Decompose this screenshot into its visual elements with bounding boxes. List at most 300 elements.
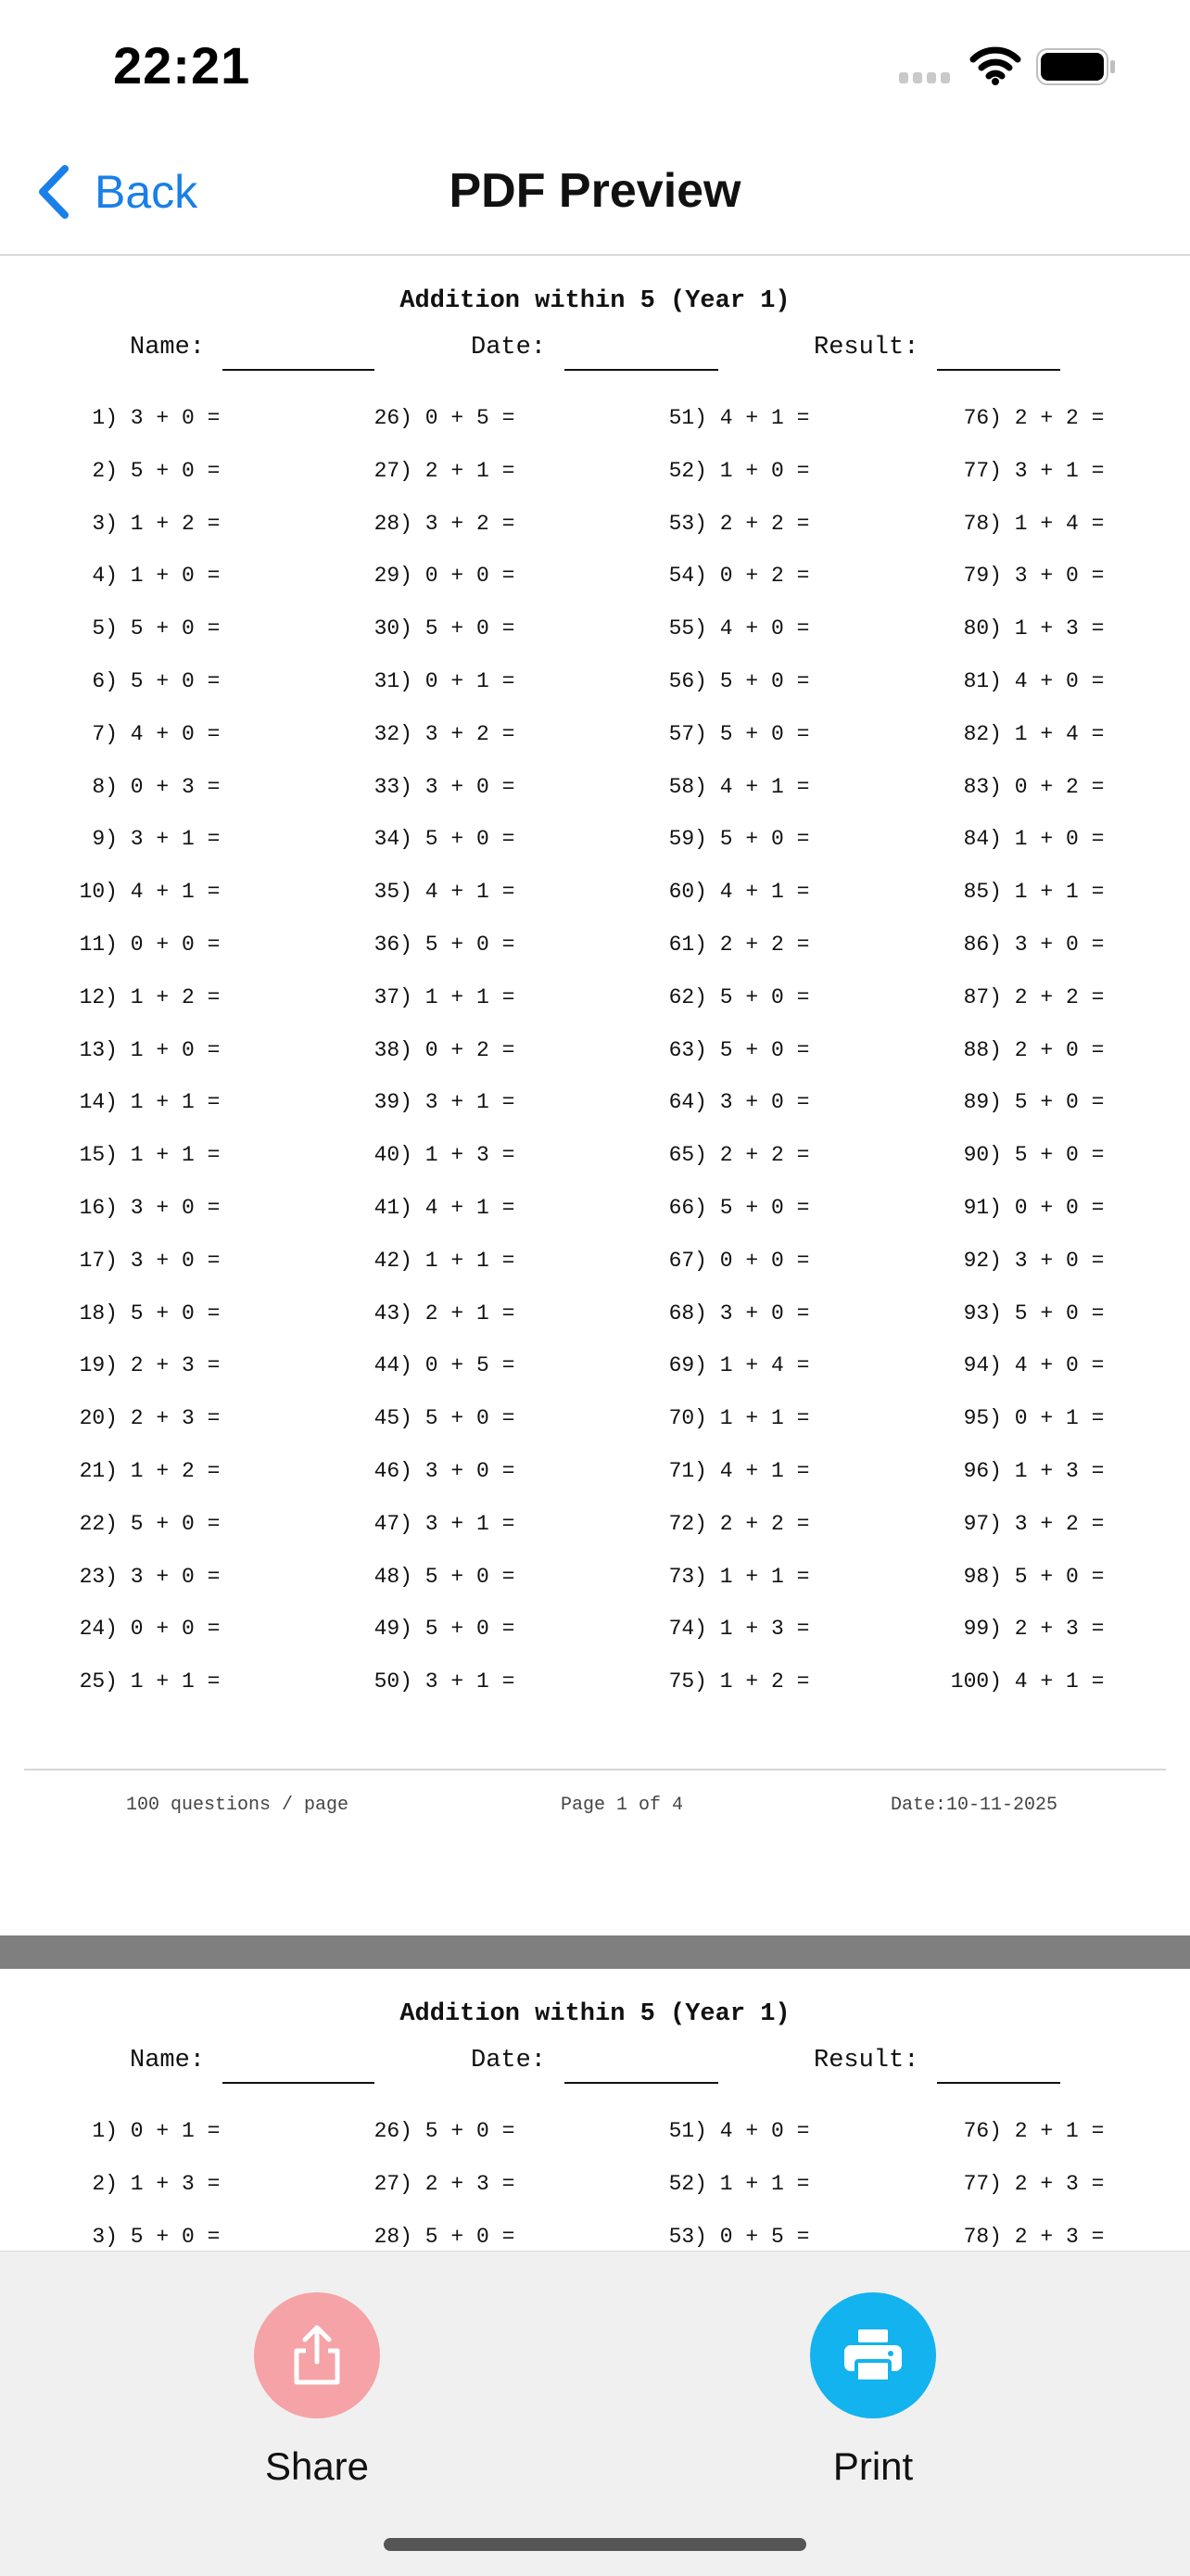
- question-expression: 1 + 3 =: [412, 1143, 515, 1168]
- question-item: [643, 827, 809, 851]
- share-button[interactable]: [224, 2292, 410, 2489]
- question-number: 10): [79, 880, 118, 905]
- printer-icon: [842, 2328, 904, 2383]
- question-number: 71): [668, 1459, 707, 1483]
- question-item: [643, 1196, 809, 1220]
- question-expression: 3 + 2 =: [412, 511, 515, 536]
- question-number: 24): [79, 1617, 118, 1642]
- page-title: PDF Preview: [449, 164, 741, 218]
- question-number: 28): [373, 2224, 412, 2249]
- question-item: [54, 722, 220, 746]
- question-number: 31): [373, 669, 412, 693]
- question-number: 1): [92, 406, 118, 430]
- question-item: [938, 1090, 1104, 1114]
- question-number: 36): [373, 933, 412, 957]
- question-number: 89): [963, 1090, 1002, 1115]
- question-item: [938, 1406, 1104, 1430]
- question-expression: 2 + 2 =: [1002, 984, 1105, 1009]
- question-item: [54, 1090, 220, 1114]
- bottom-toolbar: [0, 2251, 1190, 2576]
- question-expression: 5 + 0 =: [412, 1564, 515, 1589]
- home-indicator: [384, 2538, 806, 2551]
- question-number: 14): [79, 1090, 118, 1115]
- question-number: 23): [79, 1564, 118, 1589]
- question-number: 64): [668, 1090, 707, 1115]
- question-item: [348, 722, 514, 746]
- question-item: [643, 1353, 809, 1377]
- question-expression: 1 + 2 =: [118, 511, 221, 536]
- question-number: 78): [963, 511, 1002, 536]
- question-number: 44): [373, 1353, 412, 1378]
- question-expression: 4 + 1 =: [707, 774, 810, 799]
- question-number: 47): [373, 1511, 412, 1536]
- question-number: 40): [373, 1143, 412, 1168]
- question-expression: 4 + 1 =: [707, 406, 810, 430]
- question-number: 83): [963, 774, 1002, 799]
- question-item: [348, 1196, 514, 1220]
- question-item: [54, 775, 220, 799]
- question-expression: 0 + 0 =: [412, 564, 515, 589]
- question-number: 58): [668, 774, 707, 799]
- question-expression: 2 + 1 =: [1002, 2119, 1105, 2143]
- question-expression: 0 + 2 =: [1002, 774, 1105, 799]
- question-expression: 5 + 0 =: [118, 669, 221, 693]
- question-item: [938, 1353, 1104, 1377]
- question-expression: 5 + 0 =: [1002, 1090, 1105, 1115]
- question-number: 4): [92, 564, 118, 589]
- question-expression: 1 + 1 =: [118, 1669, 221, 1694]
- question-expression: 5 + 0 =: [1002, 1301, 1105, 1326]
- question-number: 79): [963, 564, 1002, 589]
- question-expression: 0 + 5 =: [707, 2224, 810, 2249]
- navigation-bar: [0, 130, 1190, 256]
- question-number: 87): [963, 984, 1002, 1009]
- question-item: [938, 880, 1104, 904]
- question-expression: 2 + 2 =: [707, 933, 810, 957]
- question-item: [348, 2225, 514, 2249]
- question-number: 76): [963, 2119, 1002, 2143]
- name-blank: [222, 2082, 374, 2084]
- question-expression: 5 + 0 =: [707, 1196, 810, 1220]
- question-number: 78): [963, 2224, 1002, 2249]
- question-expression: 1 + 3 =: [1002, 1459, 1105, 1483]
- question-item: [348, 669, 514, 693]
- question-item: [54, 1143, 220, 1167]
- question-item: [643, 669, 809, 693]
- question-item: [643, 985, 809, 1009]
- question-expression: 0 + 5 =: [412, 1353, 515, 1378]
- question-item: [348, 1669, 514, 1694]
- question-number: 7): [92, 721, 118, 746]
- question-item: [643, 880, 809, 904]
- question-item: [938, 827, 1104, 851]
- question-number: 69): [668, 1353, 707, 1378]
- question-number: 1): [92, 2119, 118, 2143]
- question-item: [54, 2172, 220, 2196]
- question-item: [938, 1459, 1104, 1483]
- question-expression: 5 + 0 =: [707, 669, 810, 693]
- question-expression: 2 + 2 =: [707, 1511, 810, 1536]
- question-expression: 1 + 4 =: [1002, 721, 1105, 746]
- question-item: [643, 722, 809, 746]
- question-item: [643, 1617, 809, 1641]
- question-number: 8): [92, 774, 118, 799]
- question-expression: 4 + 1 =: [412, 880, 515, 905]
- question-expression: 3 + 0 =: [118, 406, 221, 430]
- question-expression: 1 + 1 =: [118, 1143, 221, 1168]
- question-item: [54, 616, 220, 641]
- question-number: 57): [668, 721, 707, 746]
- question-expression: 1 + 1 =: [707, 2171, 810, 2196]
- question-number: 81): [963, 669, 1002, 693]
- worksheet-info-row: [0, 334, 1190, 371]
- question-item: [938, 512, 1104, 536]
- question-number: 84): [963, 827, 1002, 852]
- question-number: 56): [668, 669, 707, 693]
- question-expression: 1 + 3 =: [707, 1617, 810, 1642]
- question-item: [348, 1459, 514, 1483]
- name-label: Name:: [130, 334, 206, 362]
- question-expression: 3 + 0 =: [118, 1248, 221, 1273]
- question-item: [938, 406, 1104, 430]
- question-item: [348, 616, 514, 641]
- question-expression: 5 + 0 =: [118, 2224, 221, 2249]
- worksheet-info-row: [0, 2047, 1190, 2084]
- question-expression: 0 + 1 =: [118, 2119, 221, 2143]
- question-expression: 5 + 0 =: [412, 2224, 515, 2249]
- result-blank: [937, 369, 1060, 371]
- result-label: Result:: [814, 2047, 919, 2075]
- question-expression: 1 + 4 =: [1002, 511, 1105, 536]
- question-expression: 0 + 1 =: [412, 669, 515, 693]
- question-number: 33): [373, 774, 412, 799]
- question-number: 67): [668, 1248, 707, 1273]
- question-item: [54, 564, 220, 588]
- question-item: [54, 1301, 220, 1326]
- question-item: [938, 616, 1104, 641]
- question-item: [54, 1617, 220, 1641]
- question-number: 82): [963, 721, 1002, 746]
- page-separator: [0, 1935, 1190, 1969]
- question-number: 19): [79, 1353, 118, 1378]
- question-number: 77): [963, 458, 1002, 483]
- question-expression: 1 + 1 =: [412, 1248, 515, 1273]
- question-number: 91): [963, 1196, 1002, 1220]
- pdf-page-1: [0, 256, 1190, 1935]
- question-number: 53): [668, 2224, 707, 2249]
- question-item: [643, 1512, 809, 1536]
- question-expression: 5 + 0 =: [707, 1037, 810, 1062]
- question-item: [643, 406, 809, 430]
- question-expression: 0 + 2 =: [707, 564, 810, 589]
- question-expression: 3 + 0 =: [1002, 1248, 1105, 1273]
- question-item: [643, 564, 809, 588]
- question-item: [938, 459, 1104, 483]
- question-number: 3): [92, 511, 118, 536]
- question-expression: 2 + 0 =: [1002, 1037, 1105, 1062]
- question-expression: 2 + 1 =: [412, 458, 515, 483]
- result-label: Result:: [814, 334, 919, 362]
- question-item: [54, 459, 220, 483]
- question-item: [54, 406, 220, 430]
- question-number: 66): [668, 1196, 707, 1220]
- date-label: Date:: [471, 2047, 547, 2075]
- question-expression: 3 + 2 =: [412, 721, 515, 746]
- date-blank: [564, 2082, 718, 2084]
- question-number: 45): [373, 1406, 412, 1431]
- question-number: 18): [79, 1301, 118, 1326]
- question-item: [54, 669, 220, 693]
- question-number: 88): [963, 1037, 1002, 1062]
- question-item: [938, 775, 1104, 799]
- question-expression: 4 + 1 =: [1002, 1669, 1105, 1694]
- question-expression: 0 + 0 =: [118, 1617, 221, 1642]
- question-number: 74): [668, 1617, 707, 1642]
- question-number: 51): [668, 406, 707, 430]
- question-expression: 5 + 0 =: [118, 458, 221, 483]
- question-item: [348, 1090, 514, 1114]
- question-expression: 3 + 0 =: [1002, 933, 1105, 957]
- question-expression: 2 + 1 =: [412, 1301, 515, 1326]
- question-expression: 2 + 2 =: [707, 1143, 810, 1168]
- worksheet-title: Addition within 5 (Year 1): [399, 2000, 791, 2028]
- question-number: 32): [373, 721, 412, 746]
- question-number: 68): [668, 1301, 707, 1326]
- question-expression: 4 + 0 =: [707, 616, 810, 641]
- share-button-circle[interactable]: [254, 2292, 380, 2418]
- question-item: [348, 459, 514, 483]
- question-number: 97): [963, 1511, 1002, 1536]
- question-expression: 0 + 5 =: [412, 406, 515, 430]
- question-number: 21): [79, 1459, 118, 1483]
- question-expression: 2 + 3 =: [412, 2171, 515, 2196]
- question-expression: 5 + 0 =: [412, 2119, 515, 2143]
- question-item: [643, 512, 809, 536]
- question-item: [643, 2119, 809, 2143]
- question-expression: 3 + 1 =: [1002, 458, 1105, 483]
- question-number: 52): [668, 2171, 707, 2196]
- footer-divider: [24, 1769, 1166, 1770]
- question-item: [938, 985, 1104, 1009]
- question-number: 73): [668, 1564, 707, 1589]
- question-number: 28): [373, 511, 412, 536]
- pdf-page-2: [0, 1969, 1190, 2251]
- question-expression: 1 + 0 =: [118, 1037, 221, 1062]
- question-number: 52): [668, 458, 707, 483]
- question-number: 95): [963, 1406, 1002, 1431]
- question-expression: 1 + 0 =: [1002, 827, 1105, 852]
- question-item: [643, 933, 809, 957]
- question-item: [348, 827, 514, 851]
- question-number: 63): [668, 1037, 707, 1062]
- question-item: [643, 2172, 809, 2196]
- question-expression: 4 + 0 =: [1002, 669, 1105, 693]
- question-expression: 4 + 1 =: [412, 1196, 515, 1220]
- question-expression: 1 + 2 =: [118, 984, 221, 1009]
- question-number: 60): [668, 880, 707, 905]
- question-number: 3): [92, 2224, 118, 2249]
- question-item: [348, 985, 514, 1009]
- question-number: 9): [92, 827, 118, 852]
- question-number: 35): [373, 880, 412, 905]
- question-number: 2): [92, 458, 118, 483]
- question-number: 96): [963, 1459, 1002, 1483]
- question-number: 76): [963, 406, 1002, 430]
- question-expression: 5 + 0 =: [412, 933, 515, 957]
- question-item: [938, 933, 1104, 957]
- question-expression: 5 + 0 =: [412, 616, 515, 641]
- question-item: [54, 2225, 220, 2249]
- result-blank: [937, 2082, 1060, 2084]
- question-expression: 5 + 0 =: [707, 984, 810, 1009]
- question-expression: 5 + 0 =: [707, 827, 810, 852]
- question-number: 62): [668, 984, 707, 1009]
- question-number: 93): [963, 1301, 1002, 1326]
- question-item: [348, 1512, 514, 1536]
- print-button-circle[interactable]: [810, 2292, 936, 2418]
- question-expression: 5 + 0 =: [412, 827, 515, 852]
- question-item: [938, 1617, 1104, 1641]
- question-expression: 1 + 3 =: [1002, 616, 1105, 641]
- question-number: 92): [963, 1248, 1002, 1273]
- question-number: 46): [373, 1459, 412, 1483]
- question-number: 54): [668, 564, 707, 589]
- question-item: [54, 512, 220, 536]
- question-number: 13): [79, 1037, 118, 1062]
- question-expression: 2 + 3 =: [1002, 1617, 1105, 1642]
- question-expression: 2 + 3 =: [118, 1406, 221, 1431]
- question-expression: 0 + 2 =: [412, 1037, 515, 1062]
- question-item: [938, 1038, 1104, 1062]
- question-item: [54, 1669, 220, 1694]
- question-item: [348, 1143, 514, 1167]
- question-expression: 4 + 0 =: [118, 721, 221, 746]
- question-number: 61): [668, 933, 707, 957]
- question-expression: 3 + 0 =: [707, 1090, 810, 1115]
- question-item: [348, 406, 514, 430]
- question-item: [938, 1565, 1104, 1589]
- question-item: [54, 2119, 220, 2143]
- question-item: [938, 669, 1104, 693]
- question-number: 86): [963, 933, 1002, 957]
- question-number: 50): [373, 1669, 412, 1694]
- question-item: [54, 1196, 220, 1220]
- question-item: [938, 1249, 1104, 1273]
- question-expression: 3 + 0 =: [412, 774, 515, 799]
- question-number: 85): [963, 880, 1002, 905]
- question-number: 49): [373, 1617, 412, 1642]
- status-time: 22:21: [113, 36, 251, 95]
- pdf-preview[interactable]: [0, 256, 1190, 2251]
- question-expression: 3 + 2 =: [1002, 1511, 1105, 1536]
- question-item: [938, 1669, 1104, 1694]
- question-expression: 0 + 0 =: [707, 1248, 810, 1273]
- question-expression: 1 + 2 =: [707, 1669, 810, 1694]
- print-button[interactable]: [780, 2292, 966, 2489]
- question-number: 43): [373, 1301, 412, 1326]
- question-expression: 5 + 0 =: [412, 1406, 515, 1431]
- question-expression: 2 + 2 =: [1002, 406, 1105, 430]
- question-item: [643, 2225, 809, 2249]
- question-expression: 3 + 1 =: [412, 1511, 515, 1536]
- question-item: [643, 775, 809, 799]
- question-number: 90): [963, 1143, 1002, 1168]
- question-item: [643, 1090, 809, 1114]
- question-number: 98): [963, 1564, 1002, 1589]
- question-number: 12): [79, 984, 118, 1009]
- status-bar: [0, 0, 1190, 130]
- question-item: [348, 775, 514, 799]
- question-expression: 5 + 0 =: [1002, 1143, 1105, 1168]
- question-expression: 0 + 3 =: [118, 774, 221, 799]
- question-number: 27): [373, 2171, 412, 2196]
- question-expression: 0 + 1 =: [1002, 1406, 1105, 1431]
- question-expression: 2 + 3 =: [1002, 2171, 1105, 2196]
- footer-question-count: 100 questions / page: [126, 1795, 349, 1816]
- question-item: [348, 564, 514, 588]
- question-expression: 4 + 0 =: [1002, 1353, 1105, 1378]
- question-number: 11): [79, 933, 118, 957]
- question-expression: 5 + 0 =: [118, 616, 221, 641]
- question-item: [643, 1143, 809, 1167]
- question-item: [643, 1565, 809, 1589]
- question-item: [643, 616, 809, 641]
- question-expression: 1 + 4 =: [707, 1353, 810, 1378]
- print-label: Print: [832, 2444, 914, 2488]
- question-number: 55): [668, 616, 707, 641]
- question-expression: 5 + 0 =: [412, 1617, 515, 1642]
- question-item: [938, 2172, 1104, 2196]
- name-blank: [222, 369, 374, 371]
- cellular-signal-icon: [899, 72, 953, 83]
- question-number: 22): [79, 1511, 118, 1536]
- question-number: 34): [373, 827, 412, 852]
- question-number: 59): [668, 827, 707, 852]
- question-item: [938, 2225, 1104, 2249]
- question-item: [348, 1565, 514, 1589]
- question-item: [643, 1038, 809, 1062]
- worksheet-title: Addition within 5 (Year 1): [399, 287, 791, 315]
- question-expression: 1 + 1 =: [707, 1406, 810, 1431]
- question-item: [54, 1038, 220, 1062]
- question-expression: 4 + 1 =: [707, 1459, 810, 1483]
- question-expression: 1 + 1 =: [412, 984, 515, 1009]
- question-number: 72): [668, 1511, 707, 1536]
- question-number: 94): [963, 1353, 1002, 1378]
- question-number: 53): [668, 511, 707, 536]
- question-number: 39): [373, 1090, 412, 1115]
- question-number: 15): [79, 1143, 118, 1168]
- question-number: 100): [950, 1669, 1002, 1694]
- question-item: [348, 1301, 514, 1326]
- question-item: [348, 2119, 514, 2143]
- question-number: 80): [963, 616, 1002, 641]
- question-number: 20): [79, 1406, 118, 1431]
- question-item: [938, 722, 1104, 746]
- question-number: 5): [92, 616, 118, 641]
- question-number: 17): [79, 1248, 118, 1273]
- question-item: [643, 1669, 809, 1694]
- question-number: 99): [963, 1617, 1002, 1642]
- question-item: [54, 880, 220, 904]
- question-item: [348, 512, 514, 536]
- battery-icon: [1036, 48, 1116, 85]
- question-expression: 0 + 0 =: [1002, 1196, 1105, 1220]
- question-item: [54, 1512, 220, 1536]
- question-expression: 1 + 1 =: [1002, 880, 1105, 905]
- question-number: 16): [79, 1196, 118, 1220]
- question-expression: 5 + 0 =: [118, 1511, 221, 1536]
